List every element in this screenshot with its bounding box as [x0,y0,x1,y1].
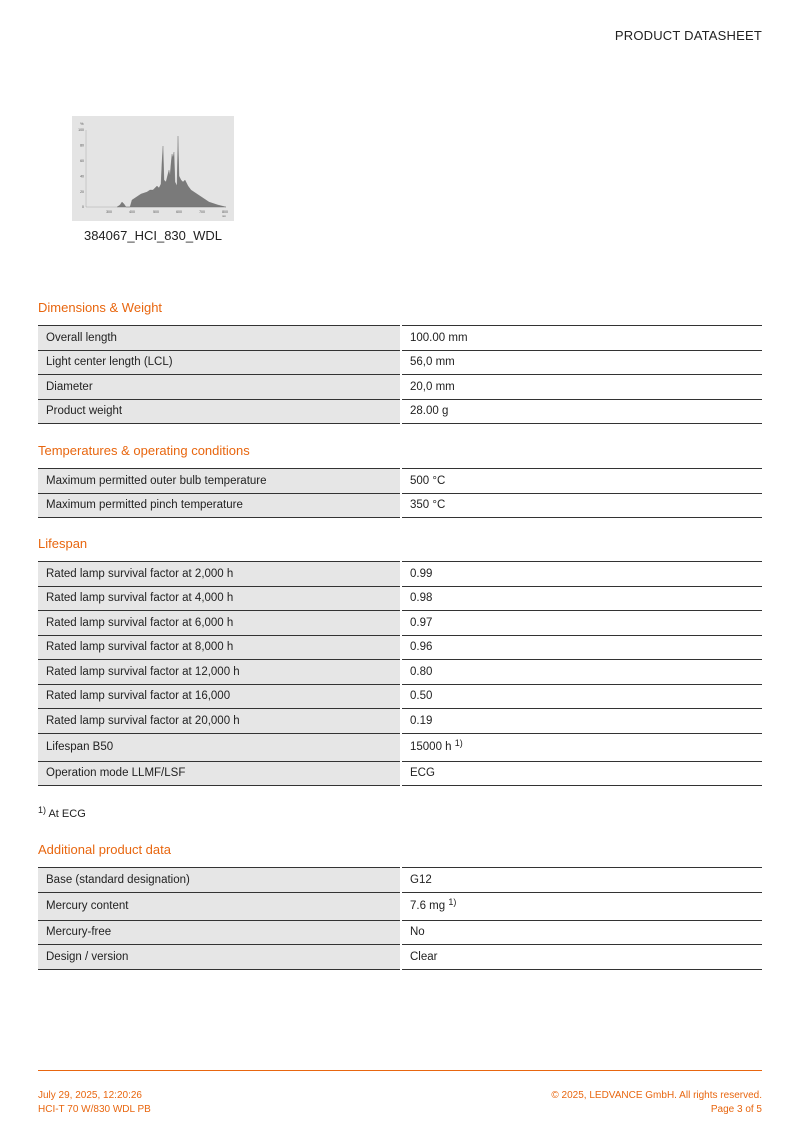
footnote [38,805,86,820]
x-tick-label: 400 [129,210,135,214]
row-value: 7.6 mg [410,900,446,912]
footer-copyright: © 2025, LEDVANCE GmbH. All rights reserved. [551,1090,762,1101]
row-label: Maximum permitted outer bulb temperature [38,469,401,494]
y-tick-label: 40 [80,174,84,179]
section-title-additional: Additional product data [38,842,171,857]
spectrum-curve [117,136,226,207]
footer-left [38,1089,151,1117]
footnote-text: At ECG [48,808,86,820]
x-tick-label: 800 [222,210,228,214]
row-label: Light center length (LCL) [38,350,401,375]
y-tick-label: 100 [78,128,84,133]
row-value: 0.98 [401,586,762,611]
section-title-lifespan: Lifespan [38,536,88,551]
page-header-title: PRODUCT DATASHEET [614,28,762,43]
x-tick-label: 300 [106,210,112,214]
row-value: G12 [401,868,762,893]
row-label: Mercury-free [38,920,401,945]
row-label: Product weight [38,399,401,424]
row-value: 56,0 mm [401,350,762,375]
row-value: 500 °C [401,469,762,494]
footer-page-number: Page 3 of 5 [710,1104,762,1115]
y-tick-label: 60 [80,159,84,163]
table-dimensions [38,325,762,424]
x-tick-label: 600 [176,210,182,214]
footnote-mark: 1) [38,805,47,815]
y-unit-label: % [80,121,84,126]
spectrum-chart-image [72,116,234,221]
spectrum-caption: 384067_HCI_830_WDL [83,228,223,243]
row-label: Diameter [38,375,401,400]
row-label: Rated lamp survival factor at 2,000 h [38,562,401,587]
table-lifespan [38,561,762,786]
table-row [38,469,762,494]
footer-divider [38,1070,762,1071]
table-row [38,761,762,786]
footnote-ref: 1) [448,897,457,907]
footer-product: HCI-T 70 W/830 WDL PB [38,1104,151,1115]
table-temperatures [38,468,762,518]
row-value: 0.96 [401,635,762,660]
table-row [38,611,762,636]
table-row [38,945,762,970]
table-row [38,562,762,587]
row-label: Rated lamp survival factor at 12,000 h [38,660,401,685]
row-value: Clear [401,945,762,970]
row-label: Rated lamp survival factor at 8,000 h [38,635,401,660]
table-row [38,920,762,945]
table-row [38,660,762,685]
row-value-with-note [401,733,762,761]
footnote-ref: 1) [454,738,463,748]
row-value: No [401,920,762,945]
row-label: Rated lamp survival factor at 16,000 [38,684,401,709]
row-label: Rated lamp survival factor at 4,000 h [38,586,401,611]
row-value: 350 °C [401,493,762,518]
table-additional [38,867,762,970]
row-label: Operation mode LLMF/LSF [38,761,401,786]
table-row [38,868,762,893]
row-value: 100.00 mm [401,326,762,351]
row-value-with-note [401,892,762,920]
row-value: 0.97 [401,611,762,636]
row-label: Design / version [38,945,401,970]
row-value: 20,0 mm [401,375,762,400]
row-label: Overall length [38,326,401,351]
row-label: Mercury content [38,892,401,920]
table-row [38,350,762,375]
table-row [38,684,762,709]
table-row [38,493,762,518]
x-tick-label: 700 [199,210,205,214]
section-title-temperatures: Temperatures & operating conditions [38,443,250,458]
row-label: Maximum permitted pinch temperature [38,493,401,518]
table-row [38,733,762,761]
row-value: 0.50 [401,684,762,709]
row-value: ECG [401,761,762,786]
y-tick-label: 0 [82,205,84,210]
table-row [38,375,762,400]
y-tick-label: 80 [80,143,84,148]
footer-date: July 29, 2025, 12:20:26 [38,1090,142,1101]
x-unit-label: nm [222,214,227,218]
row-label: Rated lamp survival factor at 20,000 h [38,709,401,734]
footer-right [551,1089,762,1117]
row-value: 28.00 g [401,399,762,424]
row-label: Rated lamp survival factor at 6,000 h [38,611,401,636]
table-row [38,326,762,351]
section-title-dimensions: Dimensions & Weight [38,300,163,315]
row-label: Base (standard designation) [38,868,401,893]
row-label: Lifespan B50 [38,733,401,761]
table-row [38,892,762,920]
table-row [38,635,762,660]
row-value: 0.19 [401,709,762,734]
y-tick-label: 20 [80,189,84,194]
x-tick-label: 500 [153,210,159,214]
table-row [38,399,762,424]
table-row [38,709,762,734]
row-value: 15000 h [410,741,452,753]
row-value: 0.99 [401,562,762,587]
row-value: 0.80 [401,660,762,685]
table-row [38,586,762,611]
